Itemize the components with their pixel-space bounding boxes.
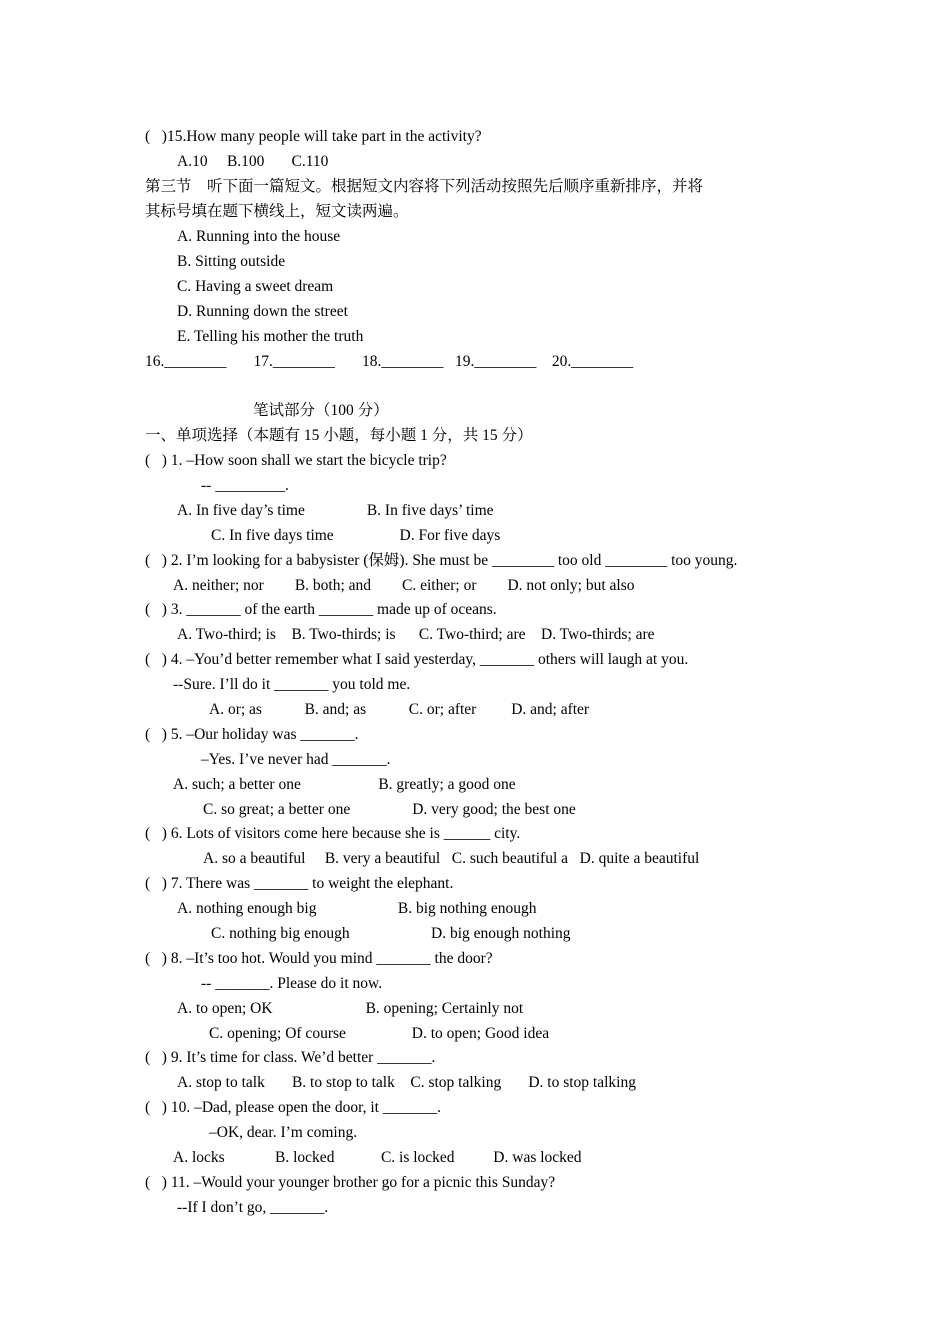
question-15: ( )15.How many people will take part in the activity? xyxy=(145,128,482,145)
question-11: ( ) 11. –Would your younger brother go for a picnic this Sunday? xyxy=(145,1174,556,1191)
question-8: ( ) 8. –It’s too hot. Would you mind _______ the door? xyxy=(145,950,493,967)
question-15-options: A.10 B.100 C.110 xyxy=(177,153,329,170)
question-8-options-ab: A. to open; OK B. opening; Certainly not xyxy=(177,1000,524,1017)
question-1: ( ) 1. –How soon shall we start the bicycle trip? xyxy=(145,452,447,469)
question-7-options-ab: A. nothing enough big B. big nothing enough xyxy=(177,900,537,917)
question-8-options-cd: C. opening; Of course D. to open; Good idea xyxy=(209,1025,550,1042)
question-1-options-cd: C. In five days time D. For five days xyxy=(211,527,501,544)
question-10: ( ) 10. –Dad, please open the door, it _______. xyxy=(145,1099,441,1116)
question-5-options-ab: A. such; a better one B. greatly; a good one xyxy=(173,776,516,793)
question-1-options-ab: A. In five day’s time B. In five days’ time xyxy=(177,502,494,519)
activity-e: E. Telling his mother the truth xyxy=(177,328,364,345)
section-3-instruction: 第三节 听下面一篇短文。根据短文内容将下列活动按照先后顺序重新排序，并将 xyxy=(145,178,704,195)
activity-a: A. Running into the house xyxy=(177,228,341,245)
question-6-options: A. so a beautiful B. very a beautiful C. such beautiful a D. quite a beautiful xyxy=(203,850,700,867)
question-3-options: A. Two-third; is B. Two-thirds; is C. Two-third; are D. Two-thirds; are xyxy=(177,626,655,643)
question-9-options: A. stop to talk B. to stop to talk C. stop talking D. to stop talking xyxy=(177,1074,636,1091)
question-2-options: A. neither; nor B. both; and C. either; or D. not only; but also xyxy=(173,577,635,594)
section-3-instruction-cont: 其标号填在题下横线上，短文读两遍。 xyxy=(145,203,409,220)
question-7-options-cd: C. nothing big enough D. big enough nothing xyxy=(211,925,571,942)
question-8-reply: -- _______. Please do it now. xyxy=(201,975,383,992)
answer-blanks-16-20: 16.________ 17.________ 18.________ 19.________ 20.________ xyxy=(145,353,634,370)
question-9: ( ) 9. It’s time for class. We’d better _______. xyxy=(145,1049,436,1066)
activity-d: D. Running down the street xyxy=(177,303,348,320)
question-6: ( ) 6. Lots of visitors come here because she is ______ city. xyxy=(145,825,521,842)
question-7: ( ) 7. There was _______ to weight the elephant. xyxy=(145,875,454,892)
question-10-reply: –OK, dear. I’m coming. xyxy=(209,1124,358,1141)
activity-b: B. Sitting outside xyxy=(177,253,286,270)
question-5-options-cd: C. so great; a better one D. very good; the best one xyxy=(203,801,576,818)
activity-c: C. Having a sweet dream xyxy=(177,278,334,295)
question-2: ( ) 2. I’m looking for a babysister (保姆). She must be ________ too old ________ too young. xyxy=(145,552,738,569)
single-choice-heading: 一、单项选择（本题有 15 小题，每小题 1 分，共 15 分） xyxy=(145,427,533,444)
question-3: ( ) 3. _______ of the earth _______ made up of oceans. xyxy=(145,601,497,618)
question-11-reply: --If I don’t go, _______. xyxy=(177,1199,329,1216)
question-4-options: A. or; as B. and; as C. or; after D. and; after xyxy=(209,701,590,718)
question-10-options: A. locks B. locked C. is locked D. was locked xyxy=(173,1149,582,1166)
question-1-reply: -- _________. xyxy=(201,477,289,494)
question-5: ( ) 5. –Our holiday was _______. xyxy=(145,726,359,743)
question-4-reply: --Sure. I’ll do it _______ you told me. xyxy=(173,676,411,693)
written-part-heading: 笔试部分（100 分） xyxy=(253,402,389,419)
question-5-reply: –Yes. I’ve never had _______. xyxy=(201,751,391,768)
question-4: ( ) 4. –You’d better remember what I said yesterday, _______ others will laugh at you. xyxy=(145,651,689,668)
